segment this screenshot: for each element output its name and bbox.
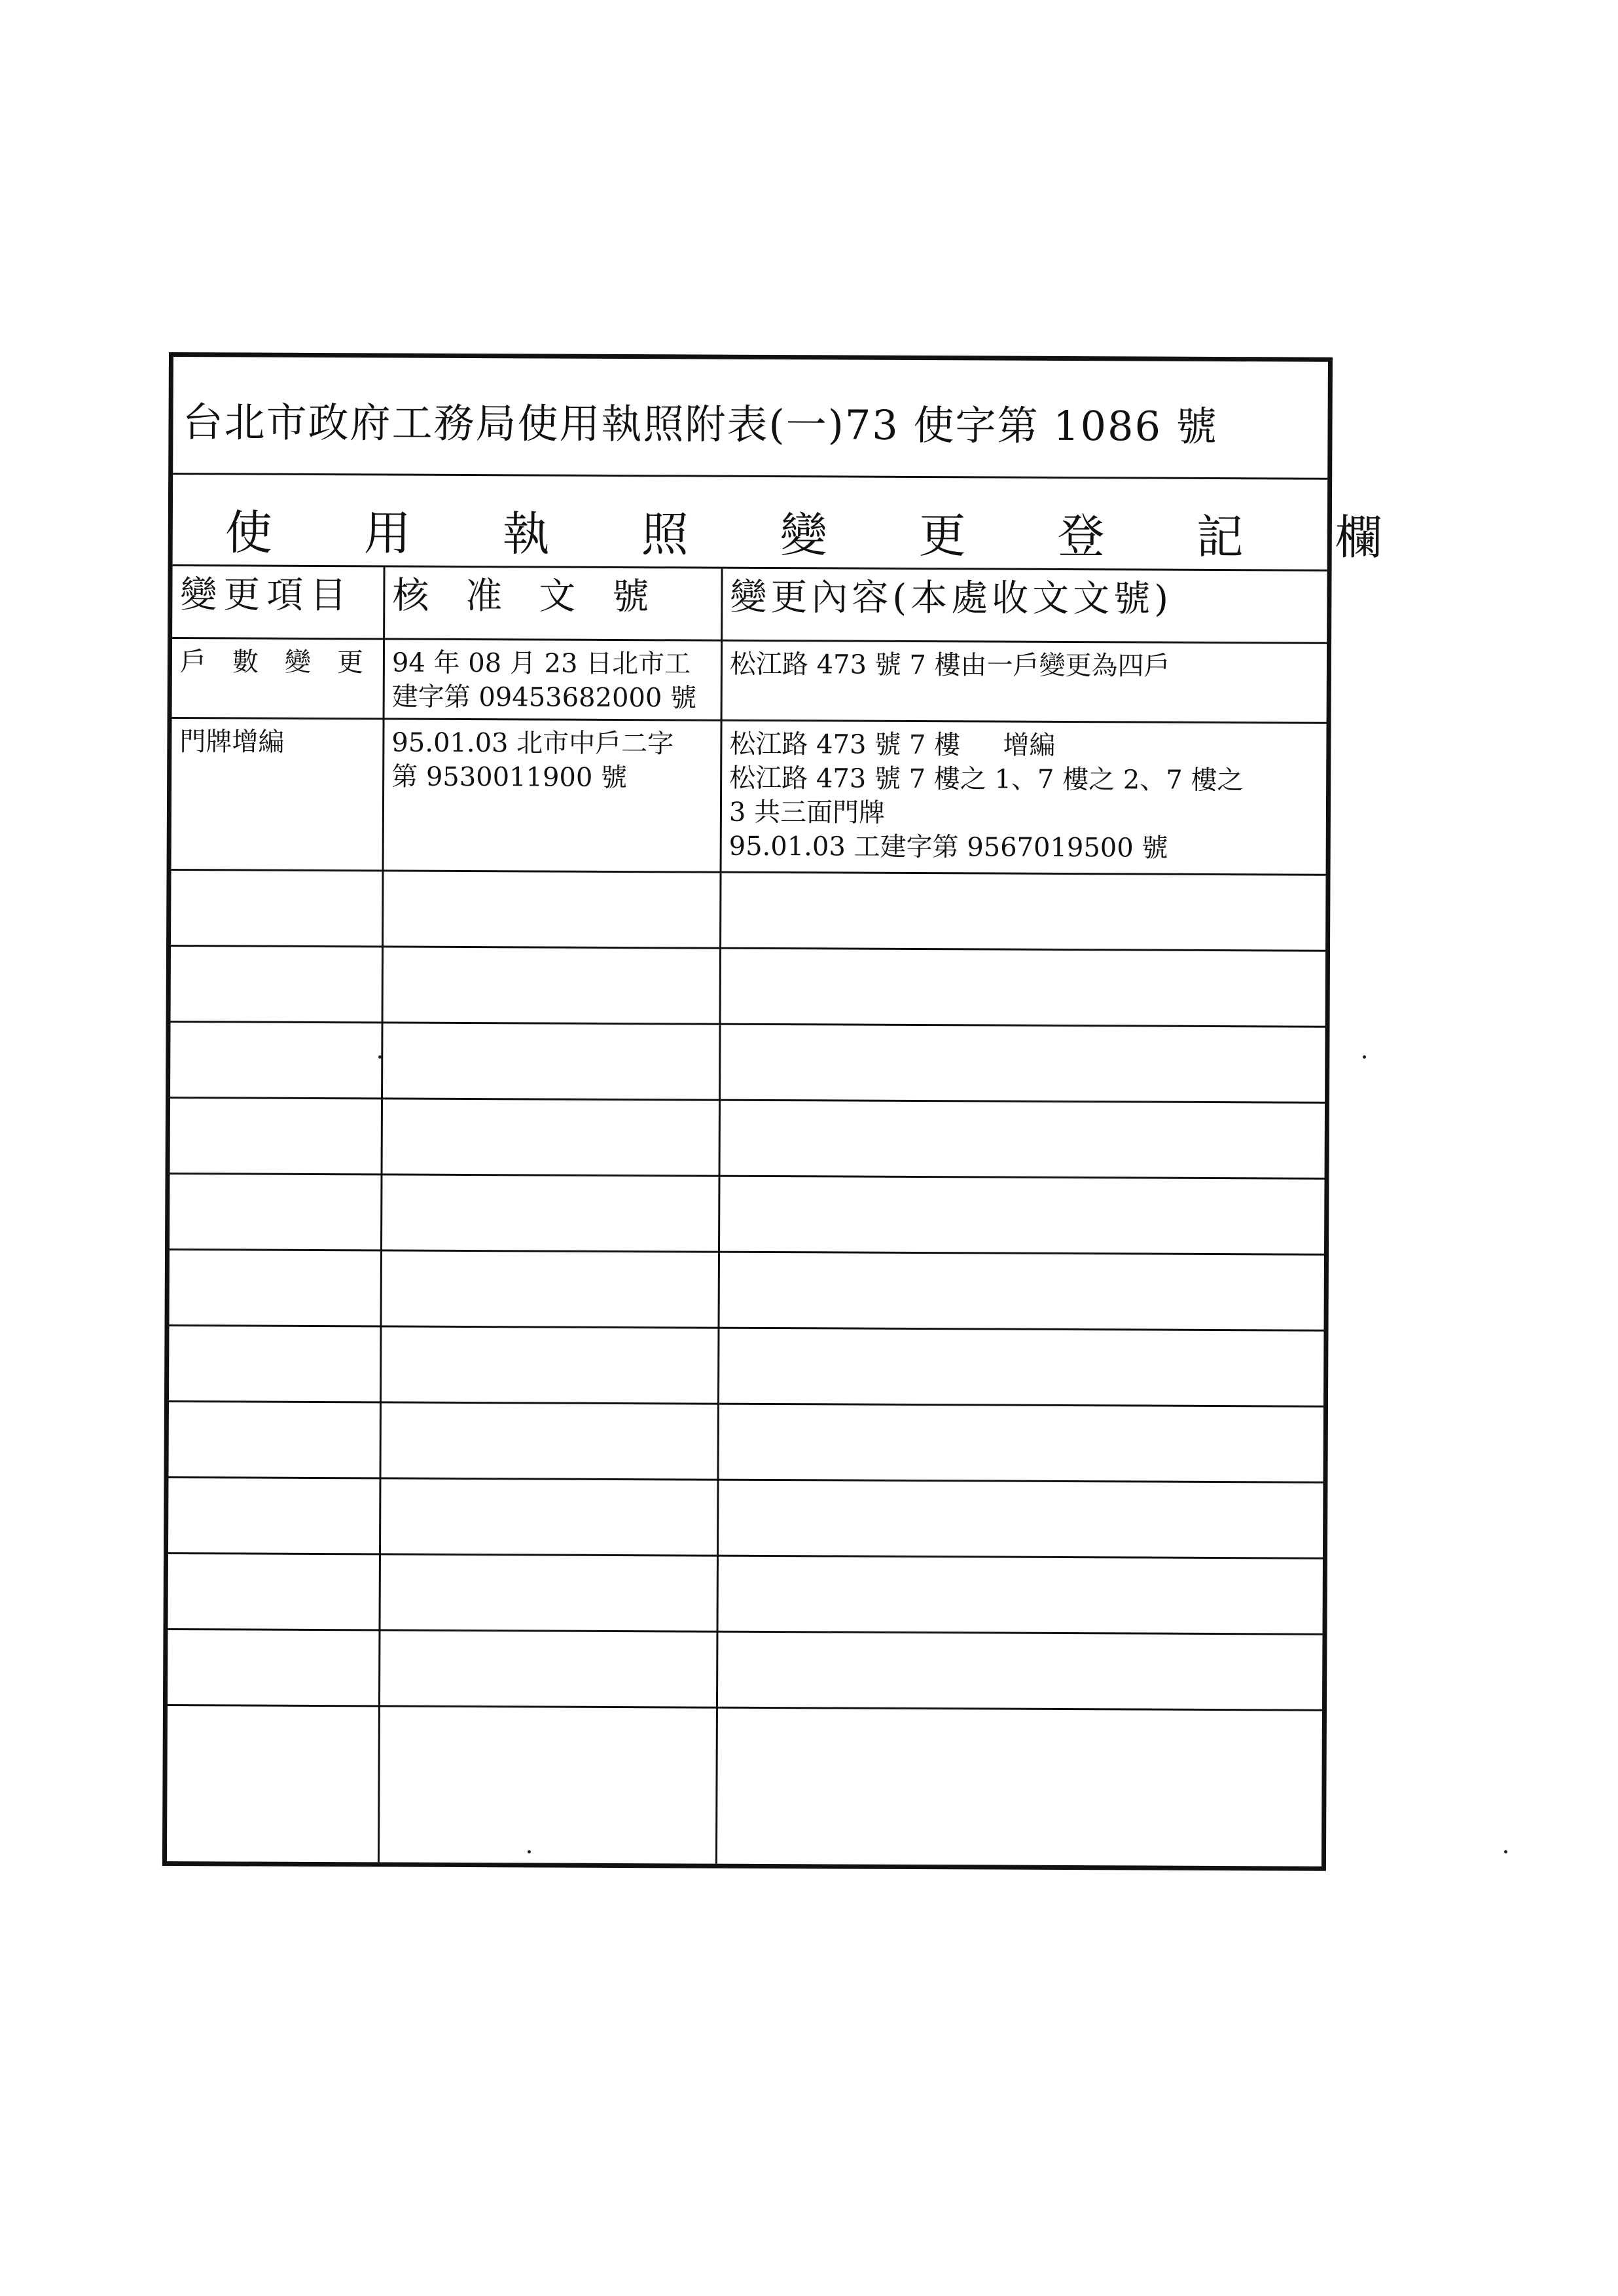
column-divider xyxy=(715,569,723,1864)
row-divider xyxy=(170,1173,1325,1180)
form-title-row xyxy=(173,357,1328,480)
row-divider xyxy=(170,1097,1325,1104)
column-divider xyxy=(378,567,386,1862)
column-header-approval: 核 准 文 號 xyxy=(392,574,649,619)
row-divider xyxy=(168,1704,1322,1711)
row-divider xyxy=(171,869,1326,876)
column-header-content: 變更內容(本處收文文號) xyxy=(730,575,1173,621)
row-divider xyxy=(170,1248,1324,1256)
row-2-content: 松江路 473 號 7 樓 增編 松江路 473 號 7 樓之 1、7 樓之 2、7 樓之 3 共三面門牌 95.01.03 工建字第 9567019500 號 xyxy=(728,729,1244,864)
row-divider xyxy=(171,1021,1325,1028)
row-divider xyxy=(172,717,1327,724)
row-1-approval: 94 年 08 月 23 日北市工 建字第 09453682000 號 xyxy=(391,647,697,714)
form-title: 台北市政府工務局使用執照附表(一)73 使字第 1086 號 xyxy=(182,398,1218,450)
row-divider xyxy=(171,945,1325,952)
row-divider xyxy=(168,1628,1322,1635)
registration-table xyxy=(167,566,1327,1867)
form-heading: 使用執照變更登記欄 xyxy=(225,505,1474,566)
row-divider xyxy=(172,637,1327,644)
scan-speck xyxy=(528,1850,531,1853)
row-divider xyxy=(169,1400,1323,1408)
form-heading-row xyxy=(173,475,1474,572)
row-divider xyxy=(170,1324,1324,1332)
column-header-item: 變更項目 xyxy=(180,574,353,617)
row-2-approval: 95.01.03 北市中戶二字 第 9530011900 號 xyxy=(391,727,674,793)
scan-speck xyxy=(378,1055,382,1059)
row-divider xyxy=(168,1476,1323,1484)
row-2-item: 門牌增編 xyxy=(179,727,285,757)
change-registration-form xyxy=(162,352,1474,1871)
scan-speck xyxy=(1363,1055,1366,1059)
row-1-item: 戶 數 變 更 xyxy=(179,647,364,678)
scan-speck xyxy=(1504,1850,1507,1853)
row-divider xyxy=(168,1552,1323,1559)
row-1-content: 松江路 473 號 7 樓由一戶變更為四戶 xyxy=(729,649,1170,682)
